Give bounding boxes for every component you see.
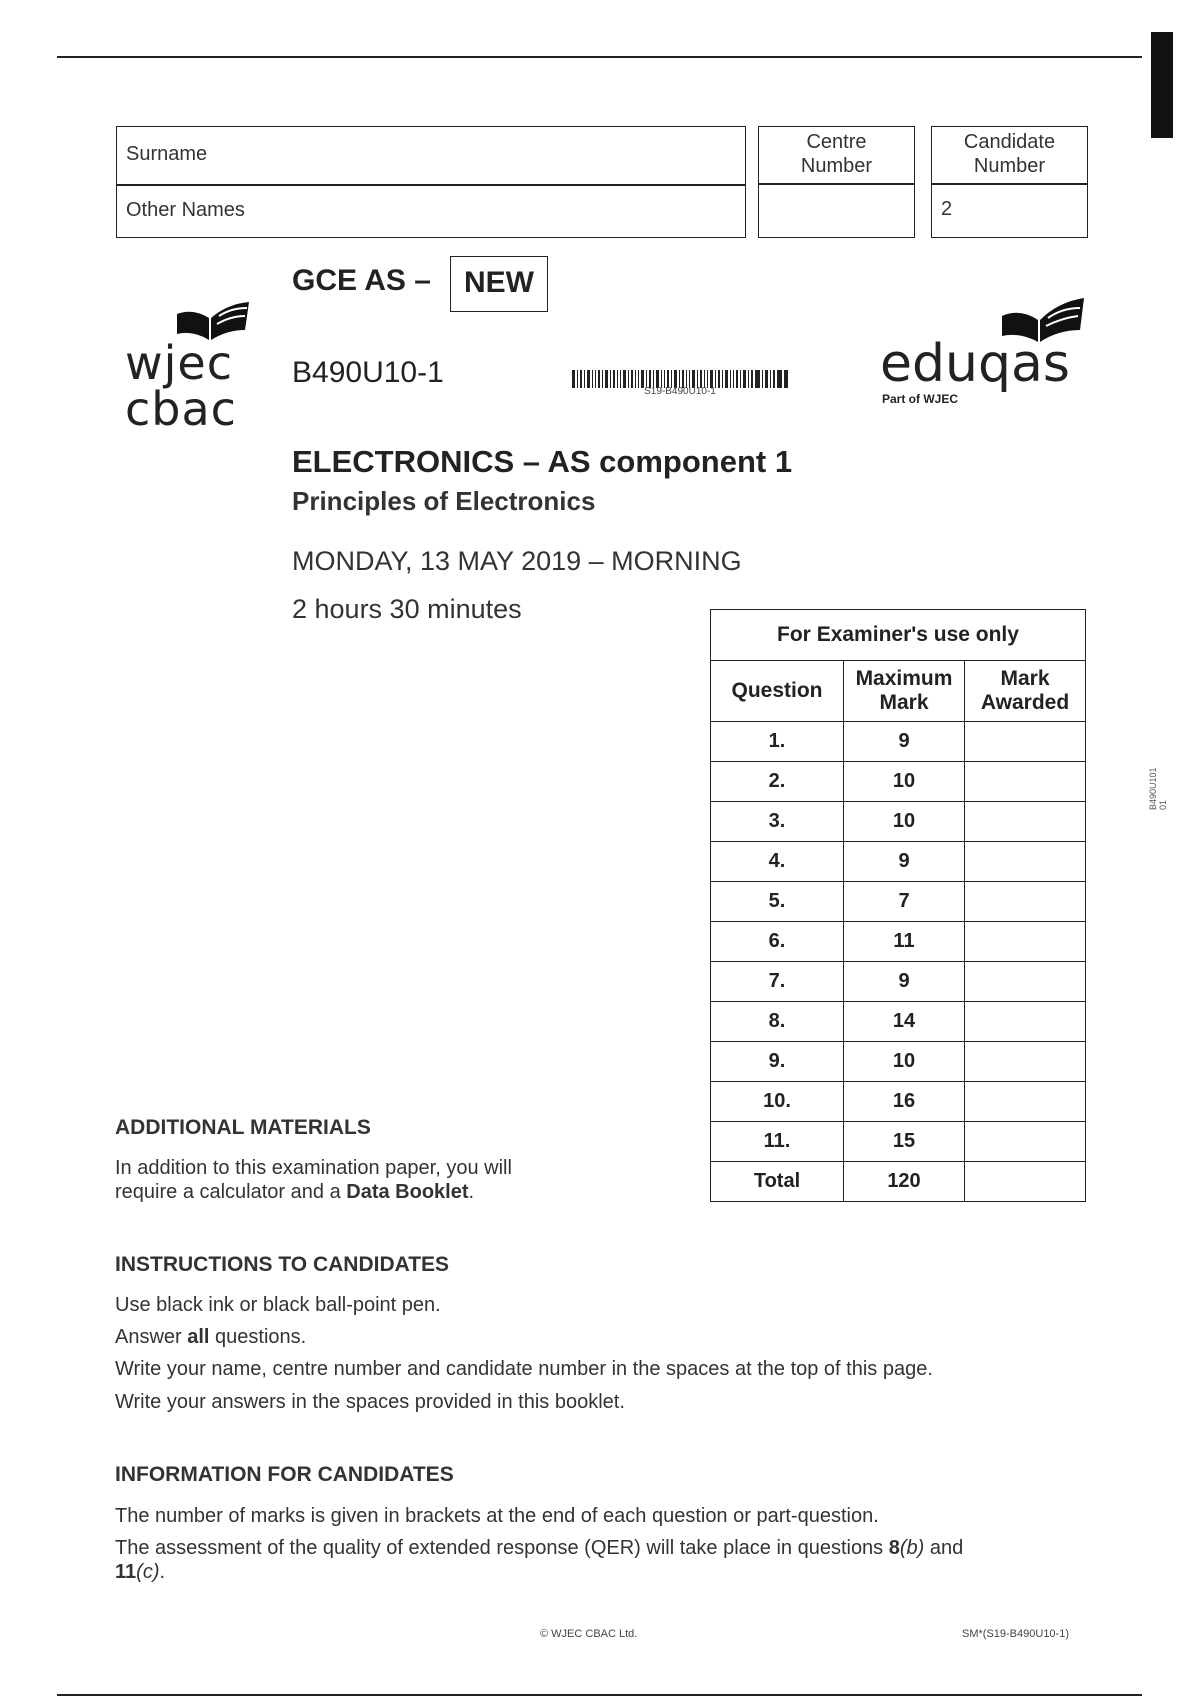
eduqas-logo <box>880 296 1100 406</box>
table-row <box>711 922 1086 962</box>
table-caption: For Examiner's use only <box>711 610 1086 661</box>
question-number: 6. <box>711 922 844 962</box>
candidate-number-header <box>931 126 1088 185</box>
other-names-label: Other Names <box>126 199 245 221</box>
instr-all-text: all <box>187 1326 210 1348</box>
centre-number-header <box>758 126 915 185</box>
am-line2-post: . <box>468 1181 475 1203</box>
candidate-label-line2: Number <box>973 155 1046 177</box>
mark-awarded-cell[interactable] <box>965 922 1086 962</box>
wjec-line1: wjec <box>125 336 233 390</box>
mark-awarded-cell[interactable] <box>965 962 1086 1002</box>
max-mark: 16 <box>844 1082 965 1122</box>
table-row <box>711 882 1086 922</box>
table-row <box>711 1122 1086 1162</box>
additional-materials-line1: In addition to this examination paper, you will <box>115 1157 512 1179</box>
other-names-field[interactable] <box>116 184 746 238</box>
question-number: 8. <box>711 1002 844 1042</box>
wjec-cbac-logo <box>125 300 255 436</box>
examiner-mark-table <box>710 609 1086 1202</box>
qualification-level: GCE AS – <box>292 264 431 297</box>
information-line1: The number of marks is given in brackets at the end of each question or part-question. <box>115 1505 879 1527</box>
col-awarded-line1: Mark <box>1000 667 1050 690</box>
copyright: © WJEC CBAC Ltd. <box>540 1628 638 1640</box>
side-code-line1: B490U101 <box>1148 767 1158 810</box>
q11-part-ref: (c) <box>136 1561 160 1583</box>
paper-subtitle: Principles of Electronics <box>292 486 596 516</box>
information-line2 <box>115 1536 1085 1584</box>
mark-awarded-cell[interactable] <box>965 842 1086 882</box>
table-row <box>711 802 1086 842</box>
data-booklet-text: Data Booklet <box>346 1181 469 1203</box>
centre-label-line1: Centre <box>806 131 867 153</box>
col-max-line2: Mark <box>879 691 929 714</box>
barcode-text: S19-B490U10-1 <box>644 386 716 397</box>
side-code <box>1148 767 1168 810</box>
table-row <box>711 722 1086 762</box>
am-line2-pre: require a calculator and a <box>115 1181 347 1203</box>
table-row <box>711 962 1086 1002</box>
information-heading: INFORMATION FOR CANDIDATES <box>115 1463 454 1486</box>
mark-awarded-cell[interactable] <box>965 722 1086 762</box>
q8-ref: 8 <box>888 1537 900 1559</box>
instruction-line2 <box>115 1325 306 1349</box>
instruction-line4: Write your answers in the spaces provided in this booklet. <box>115 1391 625 1413</box>
surname-label: Surname <box>126 143 208 165</box>
max-mark: 9 <box>844 962 965 1002</box>
centre-number-field[interactable] <box>758 183 915 238</box>
total-value: 120 <box>844 1162 965 1202</box>
subject-title: ELECTRONICS – AS component 1 <box>292 444 793 479</box>
question-number: 11. <box>711 1122 844 1162</box>
mark-awarded-cell[interactable] <box>965 1002 1086 1042</box>
col-max-line1: Maximum <box>855 667 953 690</box>
col-awarded-line2: Awarded <box>980 691 1070 714</box>
additional-materials-heading: ADDITIONAL MATERIALS <box>115 1116 371 1139</box>
info-line2-pre: The assessment of the quality of extended response (QER) will take place in questions <box>115 1537 889 1559</box>
eduqas-wordmark: eduqas <box>880 334 1070 394</box>
surname-field[interactable] <box>116 126 746 186</box>
max-mark: 15 <box>844 1122 965 1162</box>
paper-code: B490U10-1 <box>292 356 444 389</box>
instruction-line3: Write your name, centre number and candidate number in the spaces at the top of this page. <box>115 1358 933 1380</box>
info-end: . <box>159 1561 166 1583</box>
bottom-rule <box>57 1694 1142 1696</box>
table-row <box>711 1002 1086 1042</box>
max-mark: 10 <box>844 1042 965 1082</box>
question-number: 3. <box>711 802 844 842</box>
page-edge-tab <box>1151 32 1173 138</box>
question-number: 9. <box>711 1042 844 1082</box>
max-mark: 14 <box>844 1002 965 1042</box>
mark-awarded-cell[interactable] <box>965 802 1086 842</box>
mark-awarded-cell[interactable] <box>965 762 1086 802</box>
mark-awarded-cell[interactable] <box>965 882 1086 922</box>
mark-awarded-cell[interactable] <box>965 1082 1086 1122</box>
q8-part-ref: (b) <box>899 1537 925 1559</box>
max-mark: 11 <box>844 922 965 962</box>
candidate-number-value: 2 <box>941 198 953 220</box>
candidate-label-line1: Candidate <box>963 131 1056 153</box>
exam-date: MONDAY, 13 MAY 2019 – MORNING <box>292 546 742 576</box>
max-mark: 10 <box>844 802 965 842</box>
col-mark-awarded <box>965 661 1086 722</box>
wjec-wordmark <box>125 336 237 436</box>
instruction-line1: Use black ink or black ball-point pen. <box>115 1294 441 1316</box>
table-row <box>711 842 1086 882</box>
new-badge: NEW <box>450 256 548 312</box>
question-number: 2. <box>711 762 844 802</box>
table-row <box>711 1042 1086 1082</box>
top-rule <box>57 56 1142 58</box>
centre-label-line2: Number <box>800 155 873 177</box>
info-and: and <box>924 1537 964 1559</box>
candidate-number-field[interactable] <box>931 183 1088 238</box>
max-mark: 9 <box>844 722 965 762</box>
exam-duration: 2 hours 30 minutes <box>292 594 522 624</box>
side-code-line2: 01 <box>1158 799 1168 810</box>
max-mark: 9 <box>844 842 965 882</box>
eduqas-subtitle: Part of WJEC <box>882 392 959 406</box>
footer-ref: SM*(S19-B490U10-1) <box>962 1628 1069 1640</box>
max-mark: 7 <box>844 882 965 922</box>
mark-awarded-cell[interactable] <box>965 1122 1086 1162</box>
question-number: 7. <box>711 962 844 1002</box>
question-number: 10. <box>711 1082 844 1122</box>
total-awarded-cell[interactable] <box>965 1162 1086 1202</box>
total-row <box>711 1162 1086 1202</box>
table-row <box>711 1082 1086 1122</box>
col-question: Question <box>711 661 844 722</box>
col-maximum-mark <box>844 661 965 722</box>
max-mark: 10 <box>844 762 965 802</box>
question-number: 1. <box>711 722 844 762</box>
question-number: 4. <box>711 842 844 882</box>
wjec-line2: cbac <box>125 382 237 436</box>
mark-awarded-cell[interactable] <box>965 1042 1086 1082</box>
table-row <box>711 762 1086 802</box>
instructions-heading: INSTRUCTIONS TO CANDIDATES <box>115 1253 450 1276</box>
q11-ref: 11 <box>115 1561 137 1583</box>
instr-line2-pre: Answer <box>115 1326 188 1348</box>
instr-line2-post: questions. <box>209 1326 307 1348</box>
total-label: Total <box>711 1162 844 1202</box>
additional-materials-line2 <box>115 1180 474 1204</box>
question-number: 5. <box>711 882 844 922</box>
